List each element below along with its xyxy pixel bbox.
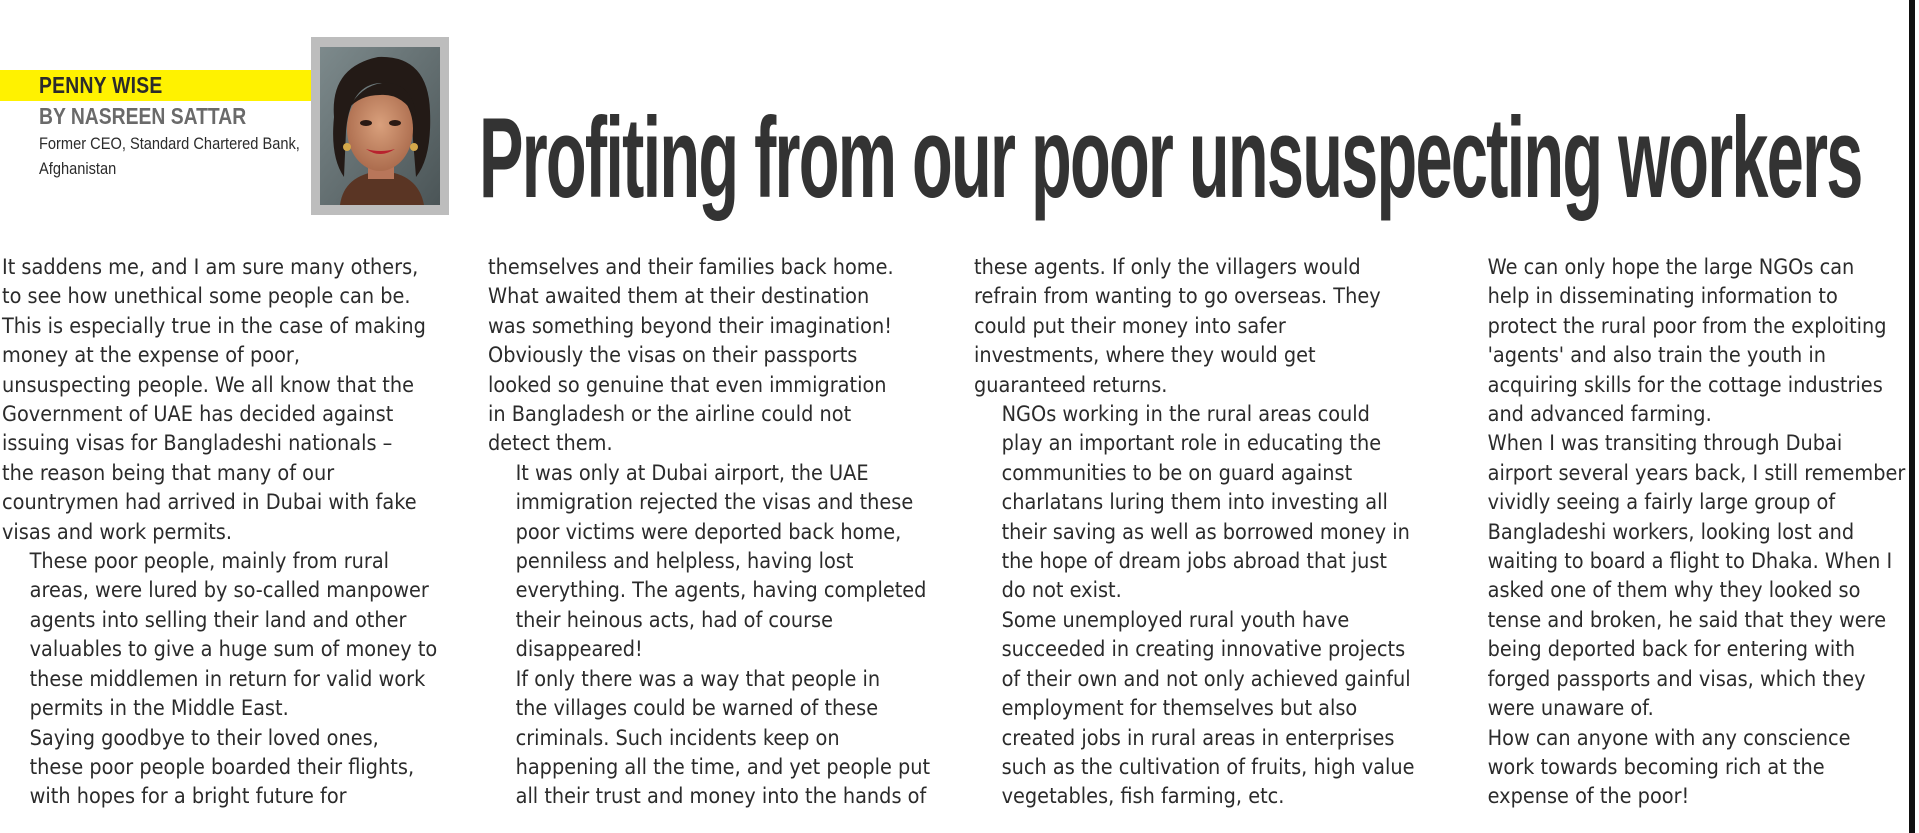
text-column-1 (2, 253, 462, 812)
text-line: succeeded in creating innovative projects (1001, 637, 1406, 662)
text-line: Some unemployed rural youth have (1001, 607, 1350, 632)
credentials-line: Former CEO, Standard Chartered Bank, (39, 134, 300, 153)
text-line: do not exist. (1001, 578, 1122, 603)
text-line: all their trust and money into the hands of (515, 784, 927, 809)
text-line: in Bangladesh or the airline could not (488, 402, 852, 427)
text-line: the reason being that many of our (2, 460, 335, 485)
text-line: the hope of dream jobs abroad that just (1001, 549, 1388, 574)
text-line: everything. The agents, having completed (515, 578, 927, 603)
text-line: Obviously the visas on their passports (488, 343, 858, 368)
text-line: permits in the Middle East. (29, 696, 289, 721)
paragraph (488, 459, 930, 665)
text-line: and advanced farming. (1487, 402, 1712, 427)
text-line: these middlemen in return for valid work (29, 666, 426, 691)
text-line: guaranteed returns. (974, 372, 1168, 397)
paragraph (974, 606, 1416, 812)
text-line: protect the rural poor from the exploiting (1487, 313, 1887, 338)
paragraph (2, 547, 444, 723)
text-line: created jobs in rural areas in enterprises (1001, 725, 1395, 750)
text-line: valuables to give a huge sum of money to (29, 637, 438, 662)
text-line: It was only at Dubai airport, the UAE (515, 460, 869, 485)
article-headline: Profiting from our poor unsuspecting workers (479, 95, 1862, 222)
text-line: criminals. Such incidents keep on (515, 725, 840, 750)
text-line: issuing visas for Bangladeshi nationals – (2, 431, 393, 456)
paragraph (974, 400, 1416, 606)
text-line: visas and work permits. (2, 519, 233, 544)
text-line: 'agents' and also train the youth in (1487, 343, 1827, 368)
paragraph (2, 253, 444, 547)
text-line: expense of the poor! (1487, 784, 1690, 809)
text-line: It saddens me, and I am sure many others, (2, 255, 419, 279)
text-line: areas, were lured by so-called manpower (29, 578, 429, 603)
text-line: Government of UAE has decided against (2, 402, 394, 427)
text-line: were unaware of. (1487, 696, 1654, 721)
author-photo (320, 47, 440, 205)
text-line: vegetables, fish farming, etc. (1001, 784, 1285, 809)
text-line: countrymen had arrived in Dubai with fake (2, 490, 417, 515)
text-line: their saving as well as borrowed money in (1001, 519, 1410, 544)
author-photo-frame (311, 37, 449, 215)
text-line: penniless and helpless, having lost (515, 549, 854, 574)
text-line: investments, where they would get (974, 343, 1316, 368)
text-line: their heinous acts, had of course (515, 607, 833, 632)
text-line: could put their money into safer (974, 313, 1286, 338)
text-line: of their own and not only achieved gainful (1001, 666, 1411, 691)
text-line: acquiring skills for the cottage industries (1487, 372, 1883, 397)
text-line: play an important role in educating the (1001, 431, 1382, 456)
text-line: money at the expense of poor, (2, 343, 300, 368)
credentials-line: Afghanistan (39, 159, 117, 178)
text-line: refrain from wanting to go overseas. They (974, 284, 1381, 309)
text-line: vividly seeing a fairly large group of (1487, 490, 1836, 515)
text-line: asked one of them why they looked so (1487, 578, 1861, 603)
text-line: with hopes for a bright future for (29, 784, 347, 809)
text-line: themselves and their families back home. (488, 255, 894, 279)
column-label: PENNY WISE (39, 72, 163, 98)
author-byline: BY NASREEN SATTAR (39, 103, 247, 129)
text-line: If only there was a way that people in (515, 666, 881, 691)
text-line: Bangladeshi workers, looking lost and (1487, 519, 1855, 544)
text-line: to see how unethical some people can be. (2, 284, 411, 309)
text-line: employment for themselves but also (1001, 696, 1358, 721)
text-line: charlatans luring them into investing all (1001, 490, 1388, 515)
text-line: these agents. If only the villagers would (974, 255, 1361, 279)
text-line: airport several years back, I still remember (1487, 460, 1906, 485)
paragraph (488, 253, 930, 459)
paragraph (2, 724, 444, 812)
text-line: forged passports and visas, which they (1487, 666, 1866, 691)
text-line: was something beyond their imagination! (488, 313, 892, 338)
text-line: poor victims were deported back home, (515, 519, 902, 544)
paragraph (1460, 724, 1902, 812)
text-line: What awaited them at their destination (488, 284, 870, 309)
text-line: NGOs working in the rural areas could (1001, 402, 1370, 427)
paragraph (974, 253, 1416, 400)
text-line: How can anyone with any conscience (1487, 725, 1851, 750)
text-line: tense and broken, he said that they were (1487, 607, 1887, 632)
paragraph (488, 665, 930, 812)
text-line: disappeared! (515, 637, 643, 662)
text-line: Saying goodbye to their loved ones, (29, 725, 379, 750)
text-line: happening all the time, and yet people put (515, 754, 931, 779)
text-line: the villages could be warned of these (515, 696, 879, 721)
text-column-4 (1460, 253, 1919, 812)
text-line: such as the cultivation of fruits, high value (1001, 754, 1415, 779)
text-line: agents into selling their land and other (29, 607, 407, 632)
text-line: immigration rejected the visas and these (515, 490, 914, 515)
text-line: being deported back for entering with (1487, 637, 1856, 662)
text-line: This is especially true in the case of making (2, 313, 426, 338)
author-portrait-image (320, 47, 440, 205)
text-line: unsuspecting people. We all know that the (2, 372, 415, 397)
text-line: looked so genuine that even immigration (488, 372, 887, 397)
text-line: communities to be on guard against (1001, 460, 1353, 485)
author-credentials (39, 131, 300, 181)
paragraph (1460, 429, 1906, 723)
paragraph (1460, 253, 1902, 429)
text-line: these poor people boarded their flights, (29, 754, 415, 779)
text-line: help in disseminating information to (1487, 284, 1838, 309)
text-line: waiting to board a flight to Dhaka. When I (1487, 549, 1893, 574)
text-column-2 (488, 253, 948, 812)
text-line: We can only hope the large NGOs can (1487, 255, 1855, 279)
text-line: When I was transiting through Dubai (1487, 431, 1843, 456)
text-column-3 (974, 253, 1434, 812)
text-line: These poor people, mainly from rural (29, 549, 390, 574)
text-line: detect them. (488, 431, 613, 456)
text-line: work towards becoming rich at the (1487, 754, 1825, 779)
